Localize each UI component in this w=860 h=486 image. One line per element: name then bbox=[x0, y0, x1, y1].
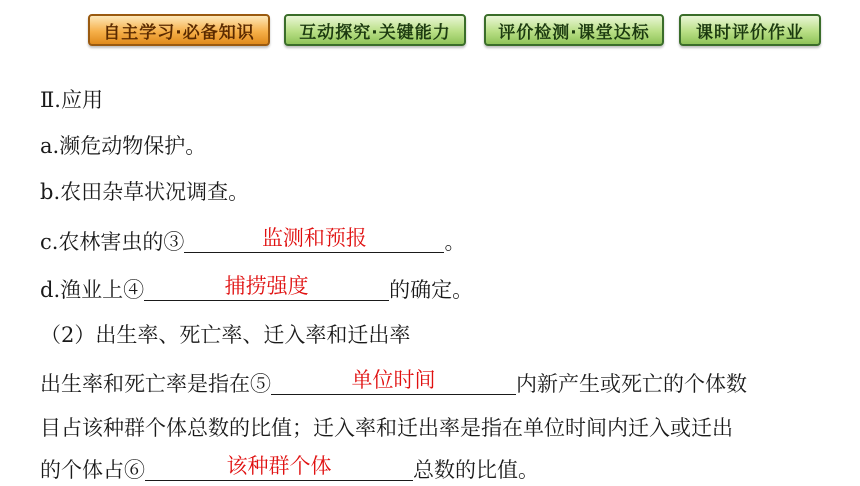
fill-blank-5 bbox=[271, 370, 516, 395]
fill-blank-6 bbox=[145, 456, 413, 481]
section-2-title: （2）出生率、死亡率、迁入率和迁出率 bbox=[40, 323, 411, 347]
paragraph-line-2: 目占该种群个体总数的比值；迁入率和迁出率是指在单位时间内迁入或迁出 bbox=[40, 416, 733, 440]
section-heading: Ⅱ.应用 bbox=[40, 88, 103, 112]
answer-4: 捕捞强度 bbox=[224, 274, 309, 298]
item-c-prefix: c.农林害虫的③ bbox=[40, 230, 185, 254]
answer-5: 单位时间 bbox=[351, 368, 436, 392]
chapter-nav bbox=[0, 14, 860, 48]
para1-prefix: 出生率和死亡率是指在⑤ bbox=[40, 372, 271, 396]
tab-homework[interactable]: 课时评价作业 bbox=[679, 14, 821, 46]
para1-suffix: 内新产生或死亡的个体数 bbox=[516, 372, 747, 396]
fill-blank-4 bbox=[144, 276, 389, 301]
list-item-d bbox=[40, 276, 473, 304]
tab-evaluation-check[interactable]: 评价检测·课堂达标 bbox=[484, 14, 664, 46]
item-c-suffix: 。 bbox=[444, 230, 466, 254]
para3-prefix: 的个体占⑥ bbox=[40, 458, 145, 482]
fill-blank-3 bbox=[184, 228, 444, 253]
para3-suffix: 总数的比值。 bbox=[413, 458, 539, 482]
paragraph-line-3 bbox=[40, 456, 539, 484]
list-item-b: b.农田杂草状况调查。 bbox=[40, 180, 250, 204]
answer-3: 监测和预报 bbox=[261, 226, 367, 250]
item-d-suffix: 的确定。 bbox=[389, 278, 474, 302]
tab-self-study[interactable]: 自主学习·必备知识 bbox=[88, 14, 270, 46]
paragraph-line-1 bbox=[40, 370, 747, 398]
list-item-c bbox=[40, 228, 465, 256]
list-item-a: a.濒危动物保护。 bbox=[40, 134, 207, 158]
answer-6: 该种群个体 bbox=[226, 454, 332, 478]
tab-interactive-inquiry[interactable]: 互动探究·关键能力 bbox=[284, 14, 466, 46]
item-d-prefix: d.渔业上④ bbox=[40, 278, 145, 302]
